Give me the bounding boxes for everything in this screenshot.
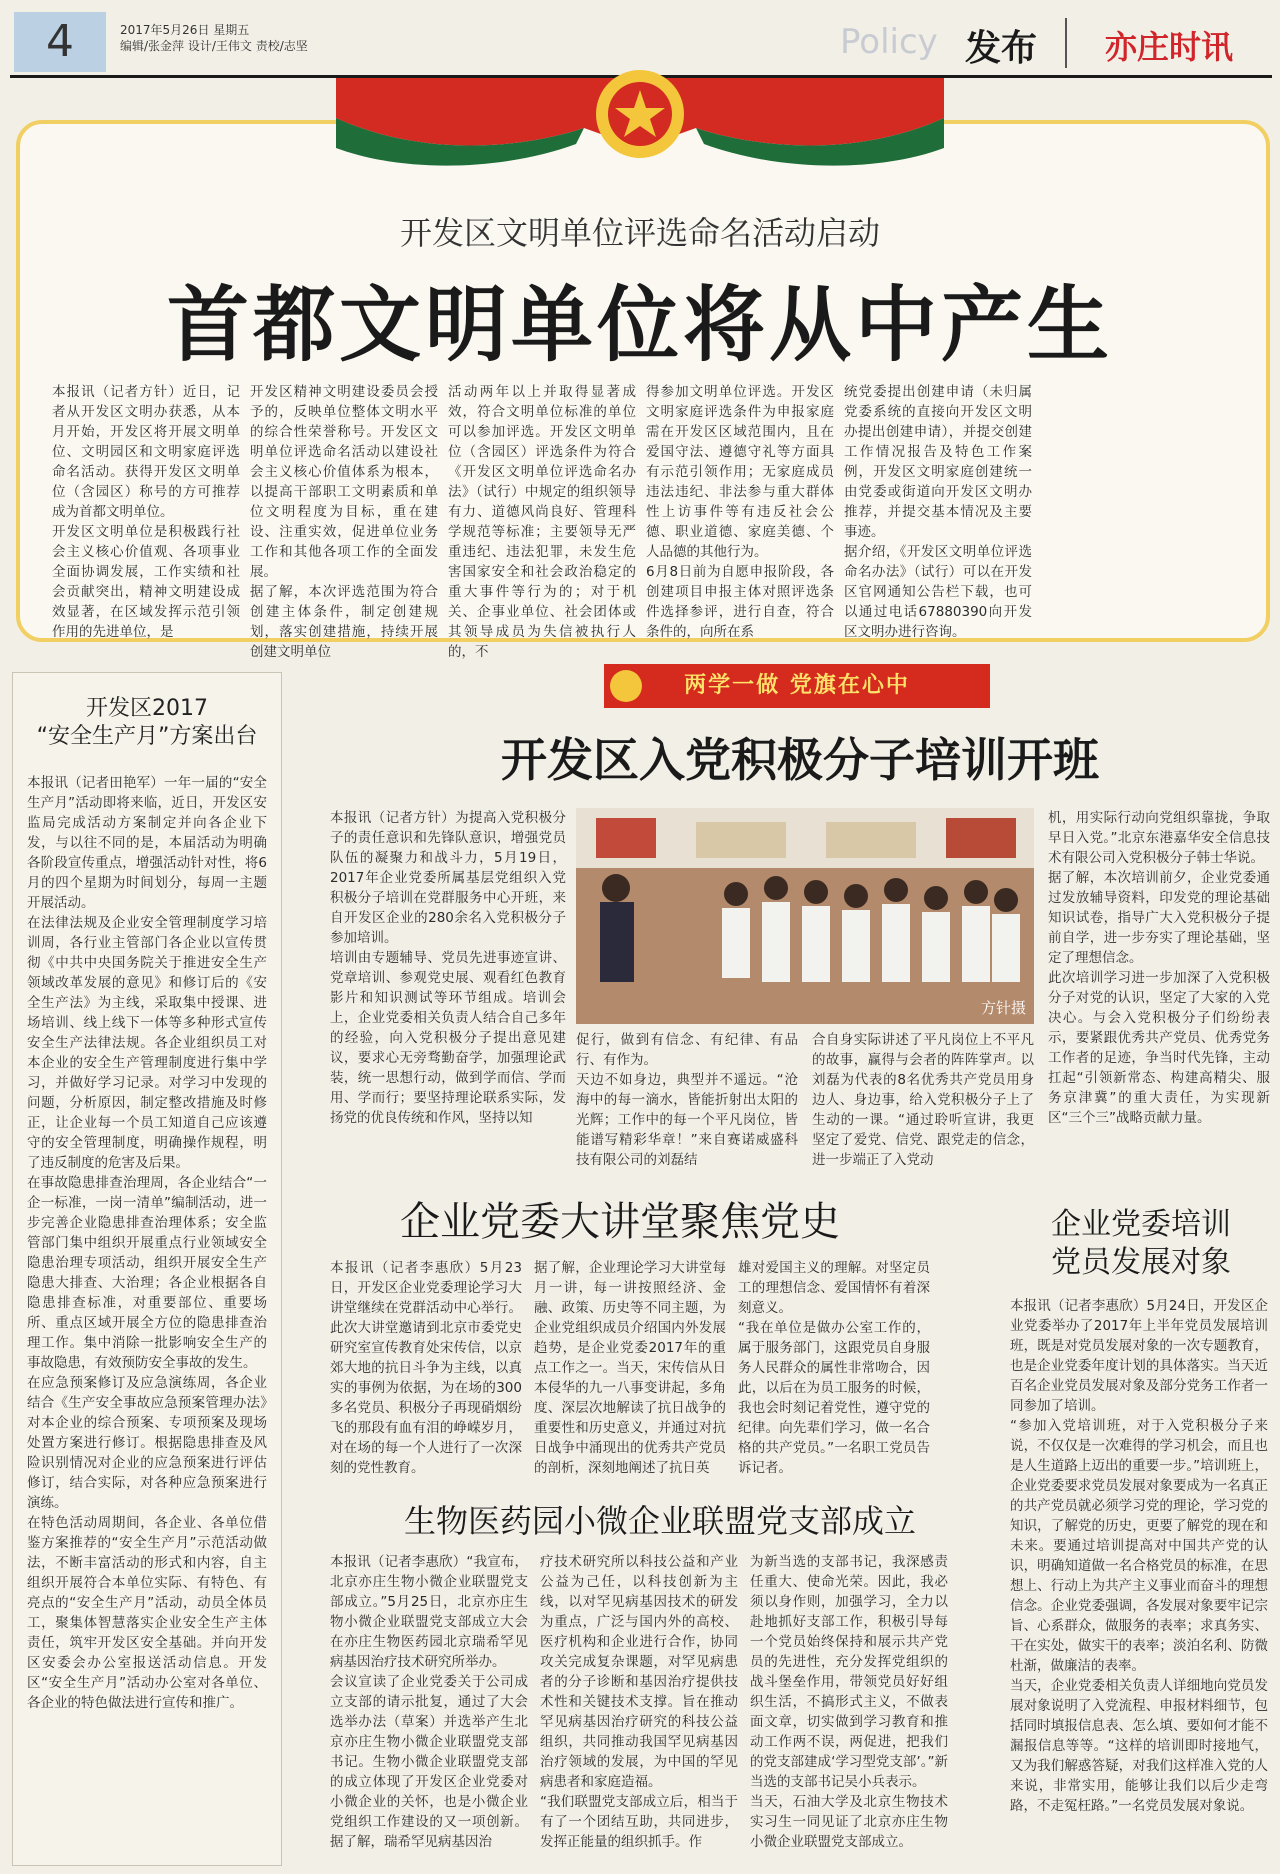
feature-kicker: 开发区文明单位评选命名活动启动 bbox=[399, 214, 880, 252]
feature-headline: 首都文明单位将从中产生 bbox=[166, 278, 1113, 373]
feature-column-5: 统党委提出创建申请（未归属党委系统的直接向开发区文明办提出创建申请），并提交创建工作情况报告及特色工作案例，开发区文明家庭创建统一由党委或街道向开发区文明办推荐，并提交基本情况及主要事迹。 据介绍，《开发区文明单位评选命名办法》（试行）可以在开发区官网通知公告栏下载，也可以通过电话67880390向开发区文明办进行咨询。 bbox=[844, 384, 1032, 640]
party-strip bbox=[604, 664, 990, 708]
issue-date: 2017年5月26日 星期五 bbox=[120, 23, 250, 37]
paper-logo: 亦庄时讯 bbox=[1105, 28, 1234, 66]
lecture-column-2: 据了解，企业理论学习大讲堂每月一讲，每一讲按照经济、金融、政策、历史等不同主题，为企业党组织成员介绍国内外发展趋势，是企业党委2017年的重点工作之一。当天，宋传信从日本侵华的九一八事变讲起，多角度、深层次地解读了抗日战争的重要性和历史意义，并通过对抗日战争中涌现出的优秀共产党员的剖析，深刻地阐述了抗日英 bbox=[534, 1260, 726, 1476]
editor-credits: 编辑/张金萍 设计/王伟文 责校/志坚 bbox=[120, 39, 308, 53]
masthead-divider bbox=[1065, 18, 1067, 68]
training-headline: 开发区入党积极分子培训开班 bbox=[501, 733, 1099, 787]
lecture-column-1: 本报讯（记者李惠欣）5月23日，开发区企业党委理论学习大讲堂继续在党群活动中心举行。此次大讲堂邀请到北京市委党史研究室宣传教育处宋传信，以京郊大地的抗日斗争为主线，以真实的事例为依据，为在场的300多名党员、积极分子再现硝烟纷飞的那段有血有泪的峥嵘岁月，对在场的每一个人进行了一次深刻的党性教育。 bbox=[330, 1260, 522, 1476]
training-photo bbox=[576, 808, 1034, 1024]
masthead bbox=[10, 8, 1272, 78]
alliance-headline: 生物医药园小微企业联盟党支部成立 bbox=[403, 1502, 916, 1540]
sidebar-body: 本报讯（记者田艳军）一年一届的“安全生产月”活动即将来临，近日，开发区安监局完成活动方案制定并向各企业下发，与以往不同的是，本届活动为明确各阶段宣传重点，增强活动针对性，将6月的四个星期为时间划分，每周一主题开展活动。 在法律法规及企业安全管理制度学习培训周，各行业主管部门各企业以宣传贯彻《中共中央国务院关于推进安全生产领域改革发展的意见》和修订后的《安全生产法》为主线，采取集中授课、进场培训、线上线下一体等多种形式宣传安全生产法律法规。各企业组织员工对本企业的安全生产管理制度进行集中学习，并做好学习记录。对学习中发现的问题，分析原因，制定整改措施及时修正，让企业每一个员工知道自己应该遵守的安全管理制度，明确操作规程，明了违反制度的危害及后果。 在事故隐患排查治理周，各企业结合“一企一标准，一岗一清单”编制活动，进一步完善企业隐患排查治理体系；安全监管部门集中组织开展重点行业领域安全隐患治理专项活动，组织开展安全生产隐患大排查、大治理；各企业根据各自隐患排查标准，对重要部位、重要场所、重点区域开展全方位的隐患排查治理工作。集中消除一批影响安全生产的事故隐患，有效预防安全事故的发生。 在应急预案修订及应急演练周，各企业结合《生产安全事故应急预案管理办法》对本企业的综合预案、专项预案及现场处置方案进行修订。根据隐患排查及风险识别情况对企业的应急预案进行评估修订，结合实际，对各种应急预案进行演练。 在特色活动周期间，各企业、各单位借鉴方案推荐的“安全生产月”示范活动做法，不断丰富活动的形式和内容，自主组织开展符合本单位实际、有特色、有亮点的“安全生产月”活动，动员全体员工，聚集体智慧落实企业安全生产主体责任，筑牢开发区安全基础。并向开发区安委会办公室报送活动信息。开发区“安全生产月”活动办公室对各单位、各企业的特色做法进行宣传和推广。 bbox=[27, 775, 267, 1711]
lecture-headline: 企业党委大讲堂聚焦党史 bbox=[400, 1199, 840, 1245]
feature-column-3: 活动两年以上并取得显著成效，符合文明单位标准的单位可以参加评选。开发区文明单位（含园区）评选条件为符合《开发区文明单位评选命名办法》（试行）中规定的组织领导有力、道德风尚良好、管理科学规范等标准；主要领导无严重违纪、违法犯罪，未发生危害国家安全和社会政治稳定的重大事件等行为的；对于机关、企事业单位、社会团体或其领导成员为失信被执行人的，不 bbox=[448, 384, 636, 660]
training-column-4: 机，用实际行动向党组织靠拢，争取早日入党。”北京东港嘉华安全信息技术有限公司入党积极分子韩士华说。 据了解，本次培训前夕，企业党委通过发放辅导资料，印发党的理论基础知识试卷，指导广大入党积极分子提前自学，进一步夯实了理论基础，坚定了理想信念。 此次培训学习进一步加深了入党积极分子对党的认识，坚定了大家的入党决心。与会入党积极分子们纷纷表示，要紧跟优秀共产党员、优秀党务工作者的足迹，争当时代先锋，主动扛起“引领新常态、构建高精尖、服务京津冀”的重大责任，为实现新区“三个三”战略贡献力量。 bbox=[1048, 810, 1270, 1126]
training-column-3: 合自身实际讲述了平凡岗位上不平凡的故事，赢得与会者的阵阵掌声。以刘磊为代表的8名优秀共产党员用身边人、身边事，给入党积极分子上了生动的一课。“通过聆听宣讲，我更坚定了爱党、信党、跟党走的信念，进一步端正了入党动 bbox=[812, 1032, 1034, 1168]
alliance-column-1: 本报讯（记者李惠欣）“我宣布，北京亦庄生物小微企业联盟党支部成立。”5月25日，北京亦庄生物小微企业联盟党支部成立大会在亦庄生物医药园北京瑞希罕见病基因治疗技术研究所举办。 会议宣读了企业党委关于公司成立支部的请示批复，通过了大会选举办法（草案）并选举产生北京亦庄生物小微企业联盟党支部书记。生物小微企业联盟党支部的成立体现了开发区企业党委对小微企业的关怀，也是小微企业党组织工作建设的又一项创新。据了解，瑞希罕见病基因治 bbox=[330, 1554, 528, 1850]
sidebar-title bbox=[13, 695, 281, 751]
development-title-line2: 党员发展对象 bbox=[1051, 1245, 1231, 1280]
feature-column-4: 得参加文明单位评选。开发区文明家庭评选条件为申报家庭需在开发区区域范围内，且在爱国守法、遵德守礼等方面具有示范引领作用；无家庭成员违法违纪、非法参与重大群体性上访事件等有违反社会公德、职业道德、家庭美德、个人品德的其他行为。 6月8日前为自愿申报阶段，各创建项目申报主体对照评选条件选择参评，进行自查，符合条件的，向所在系 bbox=[646, 384, 834, 640]
feature-column-1: 本报讯（记者方针）近日，记者从开发区文明办获悉，从本月开始，开发区将开展文明单位、文明园区和文明家庭评选命名活动。获得开发区文明单位（含园区）称号的方可推荐成为首都文明单位。 开发区文明单位是积极践行社会主义核心价值观、各项事业全面协调发展，工作实绩和社会贡献突出，精神文明建设成效显著，在区域发挥示范引领作用的先进单位，是 bbox=[52, 384, 240, 640]
classroom-photo-icon bbox=[576, 808, 1034, 1024]
photo-credit: 方针摄 bbox=[980, 999, 1026, 1017]
page-number: 4 bbox=[14, 12, 106, 72]
training-column-2: 促行，做到有信念、有纪律、有品行、有作为。 天边不如身边，典型并不遥远。“沧海中的每一滴水，皆能折射出太阳的光辉；工作中的每一个平凡岗位，皆能谱写精彩华章！”来自赛诺威盛科技有限公司的刘磊结 bbox=[576, 1032, 798, 1168]
section-name-cn: 发布 bbox=[965, 28, 1038, 69]
feature-column-2: 开发区精神文明建设委员会授予的，反映单位整体文明水平的综合性荣誉称号。开发区文明单位评选命名活动以建设社会主义核心价值体系为根本，以提高干部职工文明素质和单位文明程度为目标，重在建设、注重实效，促进单位业务工作和其他各项工作的全面发展。 据了解，本次评选范围为符合创建主体条件，制定创建规划，落实创建措施，持续开展创建文明单位 bbox=[250, 384, 438, 660]
training-column-1: 本报讯（记者方针）为提高入党积极分子的责任意识和先锋队意识，增强党员队伍的凝聚力和战斗力，5月19日，2017年企业党委所属基层党组织入党积极分子培训在党群服务中心开班，来自开发区企业的280余名入党积极分子参加培训。 培训由专题辅导、党员先进事迹宣讲、党章培训、参观党史展、观看红色教育影片和知识测试等环节组成。培训会上，企业党委相关负责人结合自己多年的经验，向入党积极分子提出意见建议，要求心无旁骛勤奋学，加强理论武装，统一思想行动，做到学而信、学而用、学而行；要坚持理论联系实际，发扬党的优良传统和作风，坚持以知 bbox=[330, 810, 566, 1126]
development-title-line1: 企业党委培训 bbox=[1051, 1207, 1231, 1242]
party-strip-label: 两学一做 党旗在心中 bbox=[684, 673, 910, 698]
sidebar-title-line1: 开发区2017 bbox=[86, 696, 208, 721]
sidebar-article bbox=[12, 672, 282, 1866]
development-headline bbox=[1010, 1206, 1272, 1282]
alliance-column-3: 为新当选的支部书记，我深感责任重大、使命光荣。因此，我必须以身作则，加强学习，全力以赴地抓好支部工作，积极引导每一个党员始终保持和展示共产党员的先进性，充分发挥党组织的战斗堡垒作用，带领党员好好组织生活，不搞形式主义，不做表面文章，切实做到学习教育和推动工作两不误，两促进，把我们的党支部建成‘学习型党支部’。”新当选的支部书记吴小兵表示。 当天，石油大学及北京生物技术实习生一同见证了北京亦庄生物小微企业联盟党支部成立。 bbox=[750, 1554, 948, 1850]
development-body: 本报讯（记者李惠欣）5月24日，开发区企业党委举办了2017年上半年党员发展培训班，既是对党员发展对象的一次专题教育，也是企业党委年度计划的具体落实。当天近百名企业党员发展对象及部分党务工作者一同参加了培训。 “参加入党培训班，对于入党积极分子来说，不仅仅是一次难得的学习机会，而且也是人生道路上迈出的重要一步。”培训班上，企业党委要求党员发展对象要成为一名真正的共产党员就必须学习党的理论，学习党的知识，了解党的历史，更要了解党的现在和未来。要通过培训提高对中国共产党的认识，明确知道做一名合格党员的标准，在思想上、行动上为共产主义事业而奋斗的理想信念。企业党委强调，各发展对象要牢记宗旨、心系群众，做服务的表率；求真务实、干在实处，做实干的表率；淡泊名利、防微杜渐，做廉洁的表率。 当天，企业党委相关负责人详细地向党员发展对象说明了入党流程、申报材料细节，包括同时填报信息表、怎么填、要如何才能不漏报信息等等。“这样的培训即时接地气，又为我们解惑答疑，对我们这样准入党的人来说，非常实用，能够让我们以后少走弯路，不走冤枉路。”一名党员发展对象说。 bbox=[1010, 1298, 1268, 1814]
issue-meta bbox=[120, 22, 308, 54]
alliance-column-2: 疗技术研究所以科技公益和产业公益为己任，以科技创新为主线，以对罕见病基因技术的研发为重点，广泛与国内外的高校、医疗机构和企业进行合作，协同攻关完成复杂课题，对罕见病患者的分子诊断和基因治疗提供技术性和关键技术支撑。旨在推动罕见病基因治疗研究的科技公益组织，共同推动我国罕见病基因治疗领域的发展，为中国的罕见病患者和家庭造福。 “我们联盟党支部成立后，相当于有了一个团结互助，共同进步，发挥正能量的组织抓手。作 bbox=[540, 1554, 738, 1850]
party-emblem-icon bbox=[610, 670, 642, 702]
festive-banner-icon bbox=[336, 78, 944, 188]
section-name-en: Policy bbox=[840, 22, 938, 62]
lecture-column-3: 雄对爱国主义的理解。对坚定员工的理想信念、爱国情怀有着深刻意义。 “我在单位是做办公室工作的，属于服务部门，这跟党员自身服务人民群众的属性非常吻合，因此，以后在为员工服务的时候，我也会时刻记着党性，遵守党的纪律。向先辈们学习，做一名合格的共产党员。”一名职工党员告诉记者。 bbox=[738, 1260, 930, 1476]
sidebar-title-line2: “安全生产月”方案出台 bbox=[36, 724, 258, 749]
